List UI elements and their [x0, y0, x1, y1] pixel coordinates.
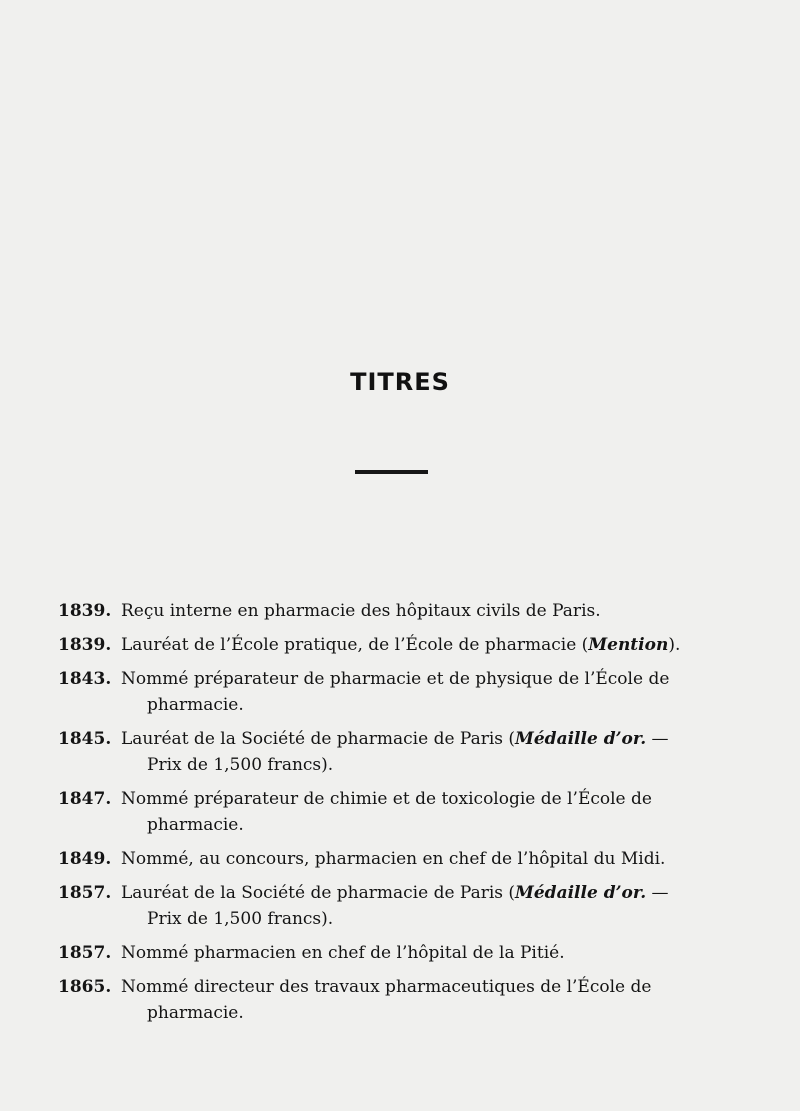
- entry-text: [121, 974, 748, 1026]
- entry-line-end: —: [646, 729, 669, 749]
- entry-year: 1847.: [58, 789, 112, 809]
- entry-line: Nommé pharmacien en chef de l’hôpital de la Pitié.: [121, 943, 565, 963]
- entry-line: Nommé directeur des travaux pharmaceutiques de l’École de: [121, 977, 652, 997]
- entry-continuation: pharmacie.: [147, 1003, 244, 1023]
- list-item: [58, 880, 748, 932]
- entry-line: Nommé préparateur de pharmacie et de physique de l’École de: [121, 669, 670, 689]
- list-item: [58, 786, 748, 838]
- list-item: [58, 598, 748, 624]
- entry-emphasis: Mention: [588, 635, 669, 655]
- list-item: [58, 666, 748, 718]
- entry-text: [121, 880, 748, 932]
- entry-continuation: pharmacie.: [147, 695, 244, 715]
- entry-continuation: pharmacie.: [147, 815, 244, 835]
- entry-line-end: ).: [668, 635, 681, 655]
- entry-text: [121, 666, 748, 718]
- entry-text: [121, 632, 748, 658]
- entry-line: Lauréat de la Société de pharmacie de Paris (: [121, 729, 516, 749]
- titles-list: [58, 598, 748, 1034]
- entry-year: 1857.: [58, 943, 112, 963]
- list-item: [58, 940, 748, 966]
- entry-text: [121, 726, 748, 778]
- list-item: [58, 974, 748, 1026]
- entry-year: 1857.: [58, 883, 112, 903]
- title-rule: [355, 470, 428, 474]
- entry-line: Lauréat de l’École pratique, de l’École de pharmacie (: [121, 635, 589, 655]
- entry-continuation: Prix de 1,500 francs).: [147, 909, 334, 929]
- entry-emphasis: Médaille d’or.: [515, 729, 647, 749]
- entry-emphasis: Médaille d’or.: [515, 883, 647, 903]
- page-title: TITRES: [350, 368, 450, 396]
- entry-year: 1865.: [58, 977, 112, 997]
- entry-year: 1843.: [58, 669, 112, 689]
- entry-line: Nommé, au concours, pharmacien en chef de l’hôpital du Midi.: [121, 849, 666, 869]
- list-item: [58, 846, 748, 872]
- list-item: [58, 632, 748, 658]
- entry-text: [121, 846, 748, 872]
- entry-text: [121, 598, 748, 624]
- entry-line: Reçu interne en pharmacie des hôpitaux civils de Paris.: [121, 601, 601, 621]
- entry-text: [121, 940, 748, 966]
- entry-line-end: —: [646, 883, 669, 903]
- entry-year: 1849.: [58, 849, 112, 869]
- list-item: [58, 726, 748, 778]
- entry-year: 1845.: [58, 729, 112, 749]
- entry-continuation: Prix de 1,500 francs).: [147, 755, 334, 775]
- entry-line: Lauréat de la Société de pharmacie de Paris (: [121, 883, 516, 903]
- entry-line: Nommé préparateur de chimie et de toxicologie de l’École de: [121, 789, 652, 809]
- entry-year: 1839.: [58, 601, 112, 621]
- entry-text: [121, 786, 748, 838]
- entry-year: 1839.: [58, 635, 112, 655]
